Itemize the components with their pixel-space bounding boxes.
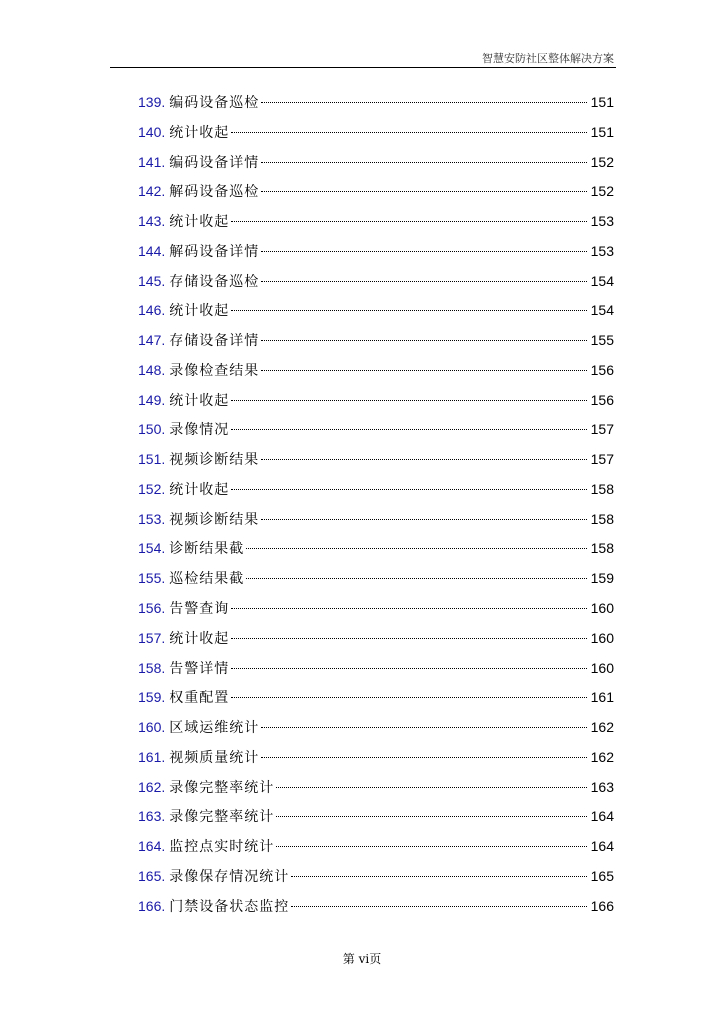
toc-entry-number: 159. <box>138 689 166 706</box>
toc-entry[interactable] <box>138 181 614 211</box>
toc-dot-leader <box>261 191 586 192</box>
toc-entry-title: 监控点实时统计 <box>169 838 275 855</box>
page-number-footer: 第 vi页 <box>342 952 382 966</box>
toc-dot-leader <box>231 221 586 222</box>
toc-entry-number: 144. <box>138 242 166 259</box>
toc-entry-title: 统计收起 <box>169 302 230 319</box>
toc-entry[interactable] <box>138 300 614 330</box>
toc-dot-leader <box>231 429 586 430</box>
toc-entry-number: 139. <box>138 94 166 110</box>
toc-entry-number: 152. <box>138 480 166 497</box>
toc-entry[interactable] <box>138 152 614 182</box>
toc-entry[interactable] <box>138 271 614 301</box>
toc-entry[interactable] <box>138 598 614 628</box>
toc-dot-leader <box>276 846 586 847</box>
toc-dot-leader <box>261 340 586 341</box>
toc-entry-page: 159 <box>590 570 614 587</box>
table-of-contents <box>138 92 614 925</box>
toc-entry-title: 巡检结果截 <box>169 570 245 587</box>
toc-entry-number: 154. <box>138 540 166 557</box>
toc-entry[interactable] <box>138 330 614 360</box>
toc-entry-page: 166 <box>590 897 614 914</box>
toc-entry-title: 门禁设备状态监控 <box>169 897 290 914</box>
toc-entry[interactable] <box>138 658 614 688</box>
toc-entry-number: 157. <box>138 629 166 646</box>
toc-entry-title: 录像检查结果 <box>169 361 260 378</box>
toc-entry-page: 158 <box>590 480 614 497</box>
toc-entry-page: 157 <box>590 421 614 438</box>
toc-dot-leader <box>231 638 586 639</box>
toc-dot-leader <box>261 459 586 460</box>
toc-entry-number: 147. <box>138 332 166 349</box>
toc-entry[interactable] <box>138 390 614 420</box>
toc-entry-page: 161 <box>590 689 614 706</box>
toc-entry-page: 162 <box>590 719 614 736</box>
toc-entry-number: 140. <box>138 123 166 140</box>
toc-dot-leader <box>246 578 586 579</box>
toc-dot-leader <box>291 906 586 907</box>
toc-dot-leader <box>231 400 586 401</box>
toc-entry[interactable] <box>138 509 614 539</box>
toc-entry[interactable] <box>138 449 614 479</box>
toc-dot-leader <box>231 668 586 669</box>
toc-entry-page: 151 <box>590 94 614 110</box>
toc-dot-leader <box>231 132 586 133</box>
toc-entry-number: 156. <box>138 600 166 617</box>
header-rule <box>110 67 616 68</box>
toc-entry-number: 164. <box>138 838 166 855</box>
toc-entry-page: 160 <box>590 629 614 646</box>
toc-entry[interactable] <box>138 479 614 509</box>
toc-entry-title: 录像保存情况统计 <box>169 867 290 884</box>
toc-entry[interactable] <box>138 568 614 598</box>
toc-entry-number: 158. <box>138 659 166 676</box>
toc-entry-number: 145. <box>138 272 166 289</box>
toc-entry-title: 统计收起 <box>169 213 230 230</box>
toc-entry[interactable] <box>138 866 614 896</box>
toc-entry-number: 141. <box>138 153 166 170</box>
toc-entry-page: 152 <box>590 153 614 170</box>
toc-entry-page: 164 <box>590 808 614 825</box>
toc-dot-leader <box>231 608 586 609</box>
toc-entry-title: 编码设备详情 <box>169 153 260 170</box>
toc-dot-leader <box>246 548 586 549</box>
toc-dot-leader <box>261 251 586 252</box>
toc-entry[interactable] <box>138 747 614 777</box>
toc-entry-page: 152 <box>590 183 614 200</box>
toc-entry-title: 诊断结果截 <box>169 540 245 557</box>
toc-entry-page: 151 <box>590 123 614 140</box>
toc-entry-title: 解码设备巡检 <box>169 183 260 200</box>
toc-entry-number: 163. <box>138 808 166 825</box>
toc-entry[interactable] <box>138 241 614 271</box>
toc-dot-leader <box>261 370 586 371</box>
toc-entry[interactable] <box>138 122 614 152</box>
toc-entry-page: 154 <box>590 302 614 319</box>
toc-entry-title: 存储设备详情 <box>169 332 260 349</box>
toc-entry-title: 统计收起 <box>169 123 230 140</box>
toc-entry-page: 158 <box>590 540 614 557</box>
toc-entry[interactable] <box>138 836 614 866</box>
toc-entry[interactable] <box>138 717 614 747</box>
toc-dot-leader <box>291 876 586 877</box>
toc-entry-title: 统计收起 <box>169 480 230 497</box>
toc-entry-number: 150. <box>138 421 166 438</box>
toc-entry-title: 视频诊断结果 <box>169 451 260 468</box>
toc-dot-leader <box>276 787 586 788</box>
toc-entry-number: 146. <box>138 302 166 319</box>
toc-entry-page: 160 <box>590 659 614 676</box>
toc-entry[interactable] <box>138 687 614 717</box>
toc-entry[interactable] <box>138 360 614 390</box>
toc-entry-page: 156 <box>590 391 614 408</box>
toc-entry-page: 164 <box>590 838 614 855</box>
toc-entry-title: 区域运维统计 <box>169 719 260 736</box>
toc-entry-page: 155 <box>590 332 614 349</box>
toc-entry-title: 权重配置 <box>169 689 230 706</box>
toc-entry-page: 160 <box>590 600 614 617</box>
toc-dot-leader <box>261 162 586 163</box>
toc-dot-leader <box>276 816 586 817</box>
toc-entry-number: 162. <box>138 778 166 795</box>
toc-entry[interactable] <box>138 628 614 658</box>
toc-entry-title: 告警详情 <box>169 659 230 676</box>
toc-dot-leader <box>231 489 586 490</box>
toc-entry-title: 录像完整率统计 <box>169 778 275 795</box>
toc-entry[interactable] <box>138 777 614 807</box>
toc-entry[interactable] <box>138 211 614 241</box>
toc-entry[interactable] <box>138 806 614 836</box>
toc-entry-number: 148. <box>138 361 166 378</box>
toc-entry-number: 151. <box>138 451 166 468</box>
toc-dot-leader <box>261 519 586 520</box>
toc-entry-title: 告警查询 <box>169 600 230 617</box>
toc-entry-title: 解码设备详情 <box>169 242 260 259</box>
toc-entry-page: 156 <box>590 361 614 378</box>
toc-entry[interactable] <box>138 538 614 568</box>
toc-entry-number: 153. <box>138 510 166 527</box>
toc-entry-title: 存储设备巡检 <box>169 272 260 289</box>
toc-entry-page: 163 <box>590 778 614 795</box>
toc-entry-number: 160. <box>138 719 166 736</box>
toc-entry-title: 编码设备巡检 <box>169 94 260 110</box>
toc-entry-number: 155. <box>138 570 166 587</box>
toc-entry-title: 统计收起 <box>169 629 230 646</box>
toc-entry-page: 153 <box>590 213 614 230</box>
toc-dot-leader <box>261 102 586 103</box>
toc-entry-number: 166. <box>138 897 166 914</box>
toc-dot-leader <box>261 727 586 728</box>
toc-entry-page: 157 <box>590 451 614 468</box>
toc-dot-leader <box>261 757 586 758</box>
toc-entry-page: 154 <box>590 272 614 289</box>
toc-dot-leader <box>261 281 586 282</box>
toc-entry[interactable] <box>138 896 614 926</box>
toc-entry-title: 视频诊断结果 <box>169 510 260 527</box>
toc-entry-title: 统计收起 <box>169 391 230 408</box>
toc-entry-number: 161. <box>138 748 166 765</box>
toc-entry-title: 录像完整率统计 <box>169 808 275 825</box>
toc-entry-number: 149. <box>138 391 166 408</box>
running-header-title: 智慧安防社区整体解决方案 <box>482 53 614 65</box>
toc-entry[interactable] <box>138 92 614 122</box>
toc-entry-page: 165 <box>590 867 614 884</box>
toc-entry-page: 162 <box>590 748 614 765</box>
toc-entry-number: 143. <box>138 213 166 230</box>
toc-dot-leader <box>231 310 586 311</box>
toc-entry-title: 视频质量统计 <box>169 748 260 765</box>
toc-entry-title: 录像情况 <box>169 421 230 438</box>
toc-entry-page: 158 <box>590 510 614 527</box>
toc-entry[interactable] <box>138 419 614 449</box>
toc-entry-page: 153 <box>590 242 614 259</box>
toc-entry-number: 165. <box>138 867 166 884</box>
toc-entry-number: 142. <box>138 183 166 200</box>
toc-dot-leader <box>231 697 586 698</box>
